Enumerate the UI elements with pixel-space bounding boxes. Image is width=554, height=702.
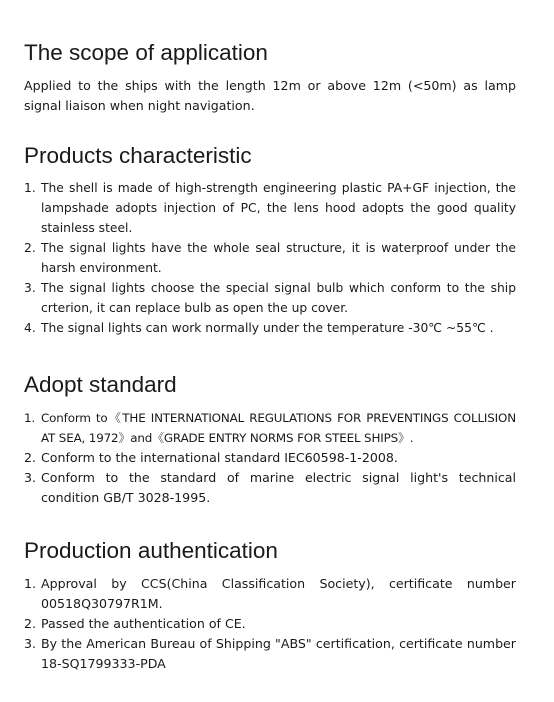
authentication-heading: Production authentication: [24, 538, 278, 563]
list-item-text: The signal lights have the whole seal structure, it is waterproof under the harsh environment.: [41, 241, 516, 275]
list-item-number: 2.: [24, 241, 36, 255]
standard-heading: Adopt standard: [24, 372, 177, 397]
list-item-text: The shell is made of high-strength engineering plastic PA+GF injection, the lampshade adopts injection of PC, the lens hood adopts the good quality stainless steel.: [41, 181, 516, 235]
list-item: [24, 318, 516, 338]
products-section: [24, 143, 516, 338]
scope-section: [24, 40, 516, 116]
list-item: [24, 448, 516, 468]
list-item-text: By the American Bureau of Shipping "ABS" certification, certificate number 18-SQ1799333-PDA: [41, 636, 516, 671]
list-item-text: Passed the authentication of CE.: [41, 616, 246, 631]
products-heading: Products characteristic: [24, 143, 252, 168]
list-item-number: 1.: [24, 181, 36, 195]
list-item-number: 3.: [24, 636, 37, 651]
list-item-number: 3.: [24, 281, 36, 295]
list-item: [24, 574, 516, 614]
list-item-text: The signal lights choose the special signal bulb which conform to the ship crterion, it can replace bulb as open the up cover.: [41, 281, 516, 315]
list-item-number: 2.: [24, 616, 37, 631]
list-item-number: 1.: [24, 411, 36, 425]
list-item-text: Conform to the standard of marine electric signal light's technical condition GB/T 3028-1995.: [41, 470, 516, 505]
list-item: [24, 468, 516, 508]
list-item-text: The signal lights can work normally under the temperature -30℃ ~55℃ .: [41, 321, 494, 335]
list-item-text: Approval by CCS(China Classification Society), certificate number 00518Q30797R1M.: [41, 576, 516, 611]
list-item: [24, 408, 516, 448]
products-list: [24, 178, 516, 338]
list-item: [24, 614, 516, 634]
list-item-number: 1.: [24, 576, 37, 591]
list-item-text: Conform to the international standard IEC60598-1-2008.: [41, 450, 398, 465]
list-item-number: 3.: [24, 470, 37, 485]
authentication-list: [24, 574, 516, 674]
standard-section: [24, 372, 516, 508]
scope-heading: The scope of application: [24, 40, 268, 65]
list-item-number: 4.: [24, 321, 36, 335]
list-item: [24, 278, 516, 318]
list-item: [24, 178, 516, 238]
list-item-number: 2.: [24, 450, 37, 465]
list-item: [24, 238, 516, 278]
scope-text: Applied to the ships with the length 12m or above 12m (<50m) as lamp signal liaison when night navigation.: [24, 78, 516, 113]
list-item: [24, 634, 516, 674]
authentication-section: [24, 538, 516, 674]
list-item-text: Conform to《THE INTERNATIONAL REGULATIONS FOR PREVENTINGS COLLISION AT SEA, 1972》and《GRADE ENTRY NORMS FOR STEEL SHIPS》.: [41, 411, 516, 445]
standard-list: [24, 408, 516, 508]
